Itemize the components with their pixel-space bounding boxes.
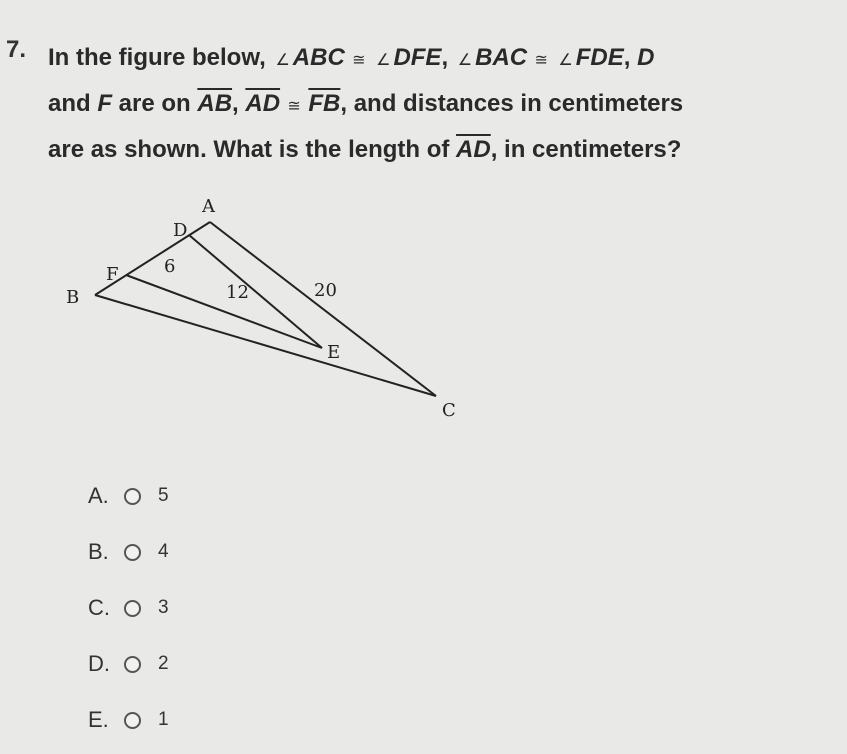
segment-AC — [210, 222, 436, 396]
radio-icon[interactable] — [124, 544, 141, 561]
angle-icon: ∠ — [376, 52, 391, 69]
punctuation: , — [623, 44, 638, 71]
length-DE: 12 — [226, 282, 249, 303]
question-text-segment: , and distances in centimeters — [340, 90, 684, 117]
triangle-figure — [60, 190, 480, 430]
question-text — [48, 36, 838, 171]
angle-icon: ∠ — [275, 52, 290, 69]
question-text-segment: are on — [112, 90, 198, 117]
congruent-symbol: ≅ — [530, 52, 553, 69]
choice-b[interactable] — [88, 524, 169, 580]
choice-d[interactable] — [88, 636, 169, 692]
radio-icon[interactable] — [124, 488, 141, 505]
segment-name: $\overline{AD}$ — [456, 136, 491, 163]
angle-name: DFE — [393, 44, 442, 71]
question-text-segment: and — [48, 90, 98, 117]
choice-value: 1 — [158, 709, 169, 730]
choice-letter: D. — [88, 651, 110, 676]
point-name: F — [97, 90, 113, 117]
punctuation: , — [441, 44, 455, 71]
label-F: F — [106, 264, 119, 285]
choice-a[interactable] — [88, 468, 169, 524]
segment-name: $\overline{AD}$ — [245, 90, 281, 117]
segment-BC — [95, 295, 436, 396]
punctuation: , — [232, 90, 246, 117]
choice-value: 4 — [158, 541, 169, 562]
question-line-3 — [48, 128, 838, 171]
angle-icon: ∠ — [558, 52, 573, 69]
label-A: A — [202, 196, 215, 217]
radio-icon[interactable] — [124, 600, 141, 617]
choice-value: 2 — [158, 653, 169, 674]
triangle-diagram — [60, 190, 480, 430]
question-text-segment: , in centimeters? — [490, 136, 682, 163]
choice-letter: A. — [88, 483, 109, 508]
question-number: 7. — [6, 36, 27, 63]
point-name: D — [637, 44, 655, 71]
choice-e[interactable] — [88, 692, 169, 748]
question-line-2 — [48, 82, 838, 128]
answer-choices — [88, 468, 169, 748]
choice-c[interactable] — [88, 580, 169, 636]
label-C: C — [442, 400, 456, 421]
radio-icon[interactable] — [124, 712, 141, 729]
congruent-symbol: ≅ — [347, 52, 371, 69]
segment-name: $\overline{AB}$ — [197, 90, 233, 117]
angle-name: ABC — [292, 44, 345, 71]
label-B: B — [66, 287, 80, 308]
congruent-symbol: ≅ — [283, 98, 306, 115]
angle-name: FDE — [575, 44, 624, 71]
question-text-segment: are as shown. What is the length of — [48, 136, 457, 163]
length-AC: 20 — [314, 280, 337, 301]
angle-icon: ∠ — [457, 52, 473, 69]
choice-value: 5 — [158, 485, 169, 506]
question-text-segment: In the figure below, — [48, 44, 273, 71]
length-DF: 6 — [164, 256, 176, 277]
label-E: E — [327, 342, 341, 363]
segment-name: $\overline{FB}$ — [308, 90, 341, 117]
choice-value: 3 — [158, 597, 169, 618]
question-line-1 — [48, 36, 838, 82]
angle-name: BAC — [475, 44, 528, 71]
choice-letter: B. — [88, 539, 109, 564]
choice-letter: C. — [88, 595, 110, 620]
radio-icon[interactable] — [124, 656, 141, 673]
segment-DE — [189, 235, 322, 348]
choice-letter: E. — [88, 707, 109, 732]
label-D: D — [173, 220, 188, 241]
